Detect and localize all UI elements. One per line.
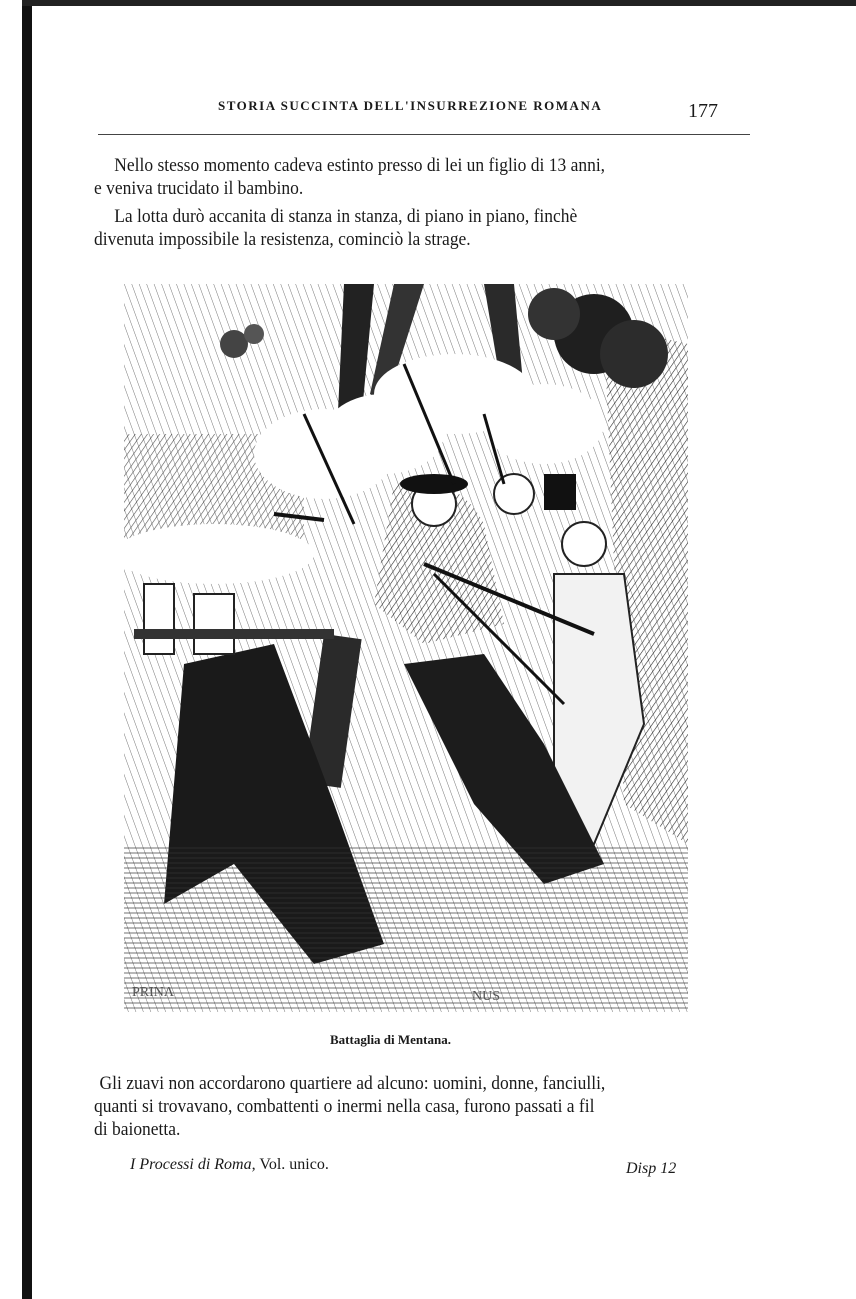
figure-caption: Battaglia di Mentana. [330, 1032, 451, 1047]
text-line: Gli zuavi non accordarono quartiere ad alcuno: uomini, donne, fanciulli, [99, 1073, 606, 1094]
text-line: Nello stesso momento cadeva estinto presso di lei un figlio di 13 anni, [114, 155, 606, 176]
text-line: e veniva trucidato il bambino. [94, 178, 304, 199]
header-rule [98, 134, 750, 135]
text-line: quanti si trovavano, combattenti o inermi nella casa, furono passati a fil [94, 1096, 595, 1117]
running-header: STORIA SUCCINTA DELL'INSURREZIONE ROMANA [218, 98, 603, 113]
paragraph-2 [94, 205, 710, 251]
text-line: di baionetta. [94, 1119, 181, 1140]
page-top-edge [22, 0, 856, 6]
footer-source [130, 1156, 329, 1174]
cobbled-ground [124, 844, 688, 1012]
engraver-signature-right: NUS [472, 989, 501, 1004]
battle-engraving [124, 284, 688, 1012]
paragraph-1 [94, 154, 710, 200]
dispensa-mark: Disp 12 [626, 1160, 677, 1177]
source-volume: Vol. unico. [259, 1156, 329, 1173]
paragraph-3 [94, 1072, 710, 1141]
text-line: divenuta impossibile la resistenza, cominciò la strage. [94, 229, 471, 250]
text-line: La lotta durò accanita di stanza in stanza, di piano in piano, finchè [114, 206, 578, 227]
engraver-signature-left: PRINA [132, 985, 175, 1000]
book-spine-shadow [22, 0, 32, 1299]
source-title: I Processi di Roma, [130, 1156, 256, 1173]
page-number: 177 [688, 100, 718, 122]
